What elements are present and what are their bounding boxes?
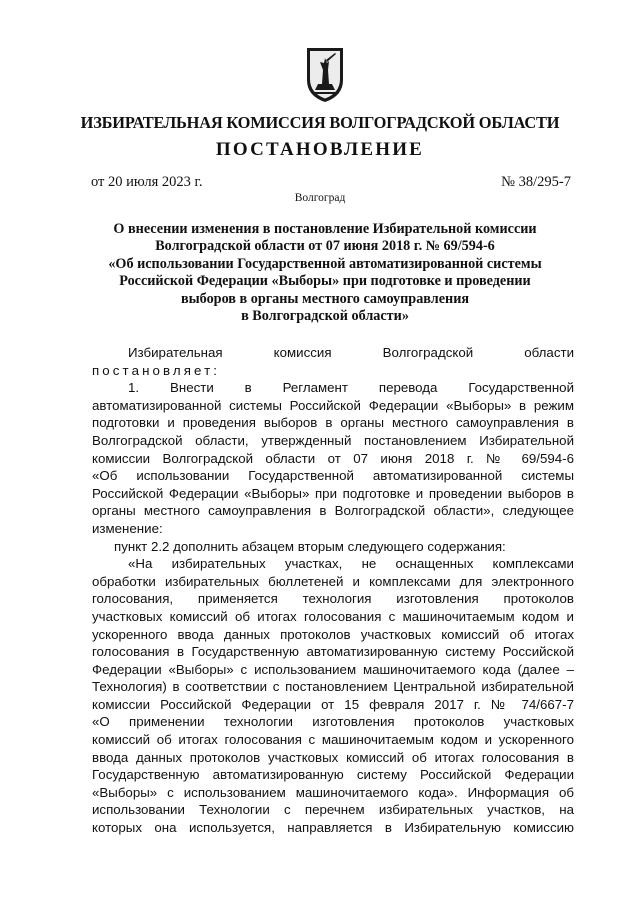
- body-line: Федерации «Выборы» с использованием машиночитаемого кода (далее –: [92, 661, 574, 677]
- document-body: [92, 344, 574, 837]
- body-line: «О применении технологии изготовления протоколов участковых: [92, 714, 574, 730]
- organization-name: ИЗБИРАТЕЛЬНАЯ КОМИССИЯ ВОЛГОГРАДСКОЙ ОБЛАСТИ: [80, 113, 560, 132]
- title-line: Волгоградской области от 07 июня 2018 г. № 69/594-6: [155, 238, 495, 255]
- body-line: 1. Внести в Регламент перевода Государственной: [128, 380, 574, 396]
- body-line: «На избирательных участках, не оснащенных комплексами: [128, 556, 574, 572]
- title-line: «Об использовании Государственной автоматизированной системы: [108, 255, 542, 272]
- coat-of-arms-icon: [305, 46, 345, 104]
- body-line: «Выборы» с использованием машиночитаемого кода». Информация об: [92, 784, 574, 800]
- body-line: комиссии Российской Федерации от 15 февраля 2017 г. № 74/667-7: [92, 696, 574, 712]
- document-title: [100, 221, 550, 325]
- body-line: Государственную автоматизированную систему Российской Федерации: [92, 767, 574, 783]
- body-line: Избирательная комиссия Волгоградской области: [128, 345, 574, 360]
- body-line: участковых комиссий об итогах голосования с машиночитаемым кодом и: [92, 608, 574, 624]
- body-line: органы местного самоуправления в Волгоградской области», следующее: [92, 503, 574, 519]
- body-line: Российской Федерации «Выборы» при подготовке и проведении выборов в: [92, 485, 574, 501]
- body-line: пункт 2.2 дополнить абзацем вторым следующего содержания:: [114, 538, 506, 554]
- title-line: Российской Федерации «Выборы» при подготовке и проведении: [119, 273, 531, 290]
- title-line: в Волгоградской области»: [241, 308, 409, 325]
- body-line: подготовки и проведения выборов в органы местного самоуправления в: [92, 415, 574, 431]
- body-line: ускоренного ввода данных протоколов участковых комиссий об итогах: [92, 626, 574, 642]
- body-line: ввода данных протоколов участковых комиссий об итогах голосования в: [92, 749, 574, 765]
- body-line: комиссии Волгоградской области от 07 июня 2018 г. № 69/594-6: [92, 450, 574, 466]
- body-line: комиссий об итогах голосования с машиночитаемым кодом и ускоренного: [92, 732, 574, 748]
- document-type: ПОСТАНОВЛЕНИЕ: [215, 139, 425, 160]
- body-line: Технология) в соответствии с постановлением Центральной избирательной: [92, 679, 574, 695]
- body-line: обработки избирательных бюллетеней и комплексами для электронного: [92, 573, 574, 589]
- body-line: Волгоградской области, утвержденный постановлением Избирательной: [92, 432, 574, 448]
- title-line: выборов в органы местного самоуправления: [180, 290, 470, 307]
- body-line: постановляет:: [92, 362, 221, 378]
- document-number: № 38/295-7: [501, 174, 571, 190]
- body-line: изменение:: [92, 520, 163, 536]
- body-line: голосования, применяется технология изготовления протоколов: [92, 591, 574, 607]
- body-line: голосования в Государственную автоматизированную систему Российской: [92, 644, 574, 660]
- document-date: от 20 июля 2023 г.: [91, 174, 203, 190]
- title-line: О внесении изменения в постановление Избирательной комиссии: [113, 221, 537, 237]
- body-line: автоматизированной системы Российской Федерации «Выборы» в режим: [92, 397, 574, 413]
- body-line: «Об использовании Государственной автоматизированной системы: [92, 468, 574, 484]
- body-line: использовании Технологии с перечнем избирательных участков, на: [92, 802, 574, 818]
- body-line: которых она используется, направляется в Избирательную комиссию: [92, 820, 574, 836]
- document-city: Волгоград: [294, 192, 346, 204]
